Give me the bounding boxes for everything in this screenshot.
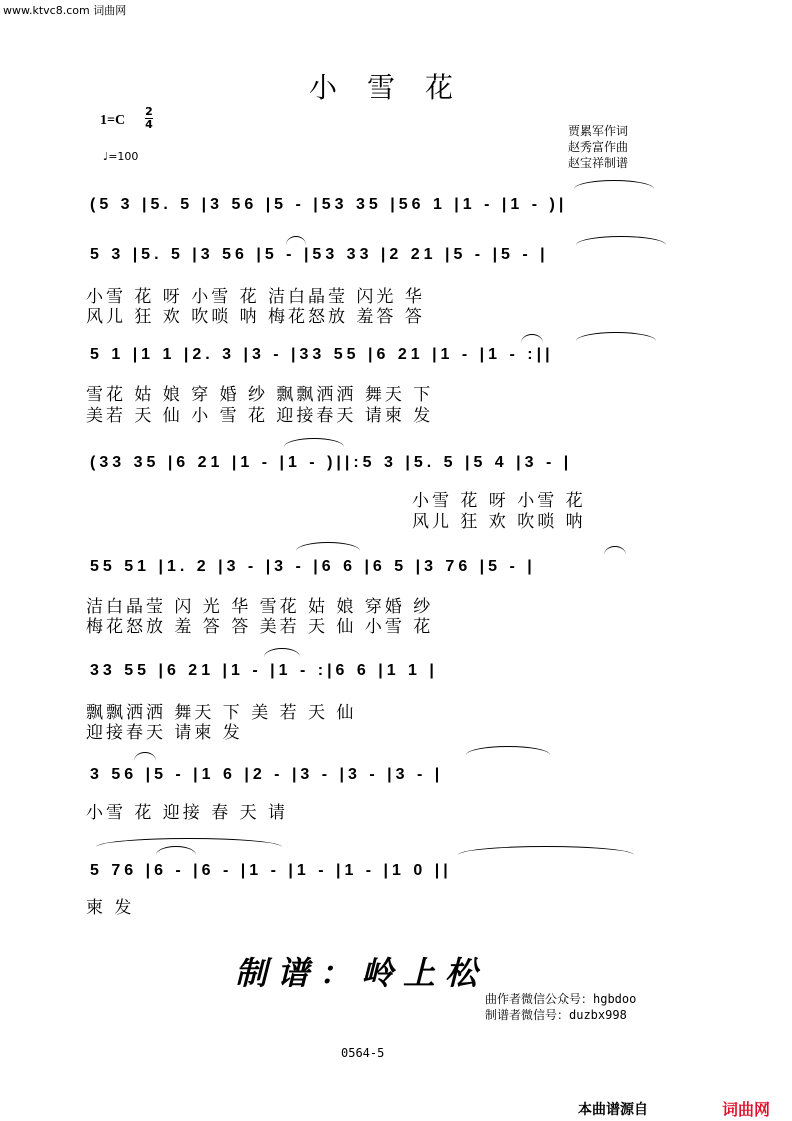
score-row-6 <box>86 652 726 692</box>
notes: 5 76 |6 - |6 - |1 - |1 - |1 - |1 0 || <box>90 862 452 879</box>
slur <box>134 752 156 761</box>
tie <box>458 846 634 855</box>
composer-wechat: 曲作者微信公众号：hgbdoo <box>485 992 637 1006</box>
score-row-8 <box>86 852 726 892</box>
tie <box>574 180 654 189</box>
wechat-info <box>485 991 636 1023</box>
slur <box>264 648 300 657</box>
notes: (33 35 |6 21 |1 - |1 - )||:5 3 |5. 5 |5 4 |3 - | <box>90 454 573 471</box>
tie <box>296 542 360 551</box>
arranger-signature: 制谱：岭上松 <box>235 954 488 992</box>
tie <box>576 332 656 341</box>
arranger-wechat: 制谱者微信号：duzbx998 <box>485 1008 627 1022</box>
lyric-row-6a: 飘飘洒洒 舞天 下 美 若 天 仙 <box>86 703 357 723</box>
slur <box>521 334 543 343</box>
notes: 5 3 |5. 5 |3 56 |5 - |53 33 |2 21 |5 - |5 - | <box>90 246 549 263</box>
time-signature <box>145 106 153 131</box>
song-title: 小雪花 <box>308 71 483 104</box>
meter-bottom: 4 <box>145 118 153 131</box>
tie <box>576 236 666 245</box>
lyric-row-4a: 小雪 花 呀 小雪 花 <box>412 491 586 511</box>
lyric-row-7a: 小雪 花 迎接 春 天 请 <box>86 803 289 823</box>
slur <box>156 846 196 855</box>
notes: (5 3 |5. 5 |3 56 |5 - |53 35 |56 1 |1 - |1 - )| <box>90 196 568 213</box>
slur <box>604 546 626 555</box>
lyric-row-2a: 小雪 花 呀 小雪 花 洁白晶莹 闪光 华 <box>86 287 425 307</box>
score-row-5 <box>86 548 726 588</box>
site-logo[interactable]: 词曲网 <box>722 1100 771 1119</box>
lyric-row-4b: 风儿 狂 欢 吹唢 呐 <box>412 512 586 532</box>
lyric-row-3a: 雪花 姑 娘 穿 婚 纱 飘飘洒洒 舞天 下 <box>86 385 434 405</box>
credits <box>568 123 628 171</box>
composer: 赵秀富作曲 <box>568 140 629 154</box>
score-row-2 <box>86 236 726 276</box>
lyric-row-6b: 迎接春天 请柬 发 <box>86 723 243 743</box>
site-url[interactable]: www.ktvc8.com 词曲网 <box>3 4 127 17</box>
page-number: 0564-5 <box>341 1046 385 1060</box>
notes: 33 55 |6 21 |1 - |1 - :|6 6 |1 1 | <box>90 662 438 679</box>
lyric-row-8a: 柬 发 <box>86 898 135 918</box>
score-row-1 <box>86 186 726 226</box>
score-row-7 <box>86 756 726 796</box>
score-row-3 <box>86 336 726 376</box>
arranger: 赵宝祥制谱 <box>568 156 629 170</box>
score-row-4 <box>86 444 726 484</box>
lyricist: 贾累军作词 <box>568 124 629 138</box>
lyric-row-2b: 风儿 狂 欢 吹唢 呐 梅花怒放 羞答 答 <box>86 307 425 327</box>
tie <box>96 838 282 847</box>
notes: 55 51 |1. 2 |3 - |3 - |6 6 |6 5 |3 76 |5 - | <box>90 558 536 575</box>
key-signature: 1=C <box>100 113 126 128</box>
notes: 5 1 |1 1 |2. 3 |3 - |33 55 |6 21 |1 - |1 - :|| <box>90 346 554 363</box>
tie <box>284 438 344 447</box>
lyric-row-5a: 洁白晶莹 闪 光 华 雪花 姑 娘 穿婚 纱 <box>86 597 434 617</box>
source-label: 本曲谱源自 <box>578 1102 648 1118</box>
tie <box>466 746 550 755</box>
notes: 3 56 |5 - |1 6 |2 - |3 - |3 - |3 - | <box>90 766 444 783</box>
tempo-mark: ♩=100 <box>103 150 139 163</box>
meter-top: 2 <box>145 105 153 118</box>
lyric-row-5b: 梅花怒放 羞 答 答 美若 天 仙 小雪 花 <box>86 617 434 637</box>
slur <box>286 236 306 245</box>
lyric-row-3b: 美若 天 仙 小 雪 花 迎接春天 请柬 发 <box>86 406 434 426</box>
